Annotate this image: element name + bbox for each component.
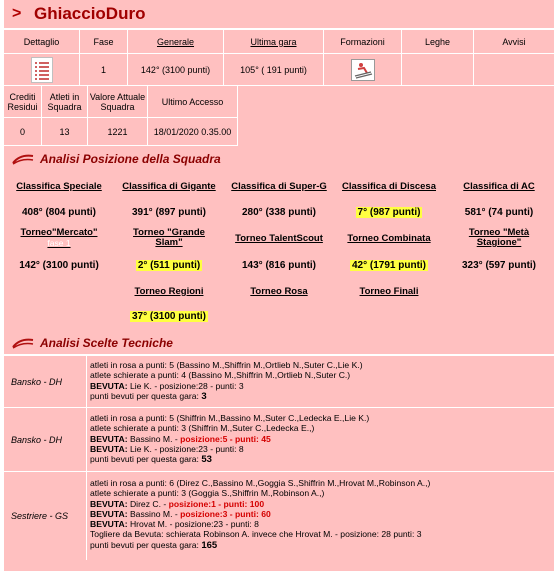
page-frame	[4, 0, 554, 571]
tech-row	[4, 472, 554, 560]
stats-filler	[238, 86, 554, 118]
tech-line	[90, 360, 363, 370]
tech-line-text: atleti in rosa a punti: 6 (Direz C.,Bassino M.,Goggia S.,Shiffrin M.,Hrovat M.,Robinson A.,)	[90, 478, 431, 488]
tech-line-text: Lie K. - posizione:23 - punti: 8	[127, 443, 244, 454]
rank-discesa-value	[334, 200, 444, 224]
rank-talentscout-value	[224, 253, 334, 277]
race-label: Bansko - DH	[11, 435, 63, 445]
link-classifica-gigante[interactable]: Classifica di Gigante	[122, 180, 216, 192]
rank-regioni-value	[114, 304, 224, 328]
section-scelte-tecniche	[4, 332, 554, 354]
rank-mercato-value	[4, 253, 114, 277]
header-ultimo-accesso: Ultimo Accesso	[148, 86, 238, 118]
tech-line	[90, 478, 430, 488]
tech-line	[90, 381, 363, 391]
tech-line	[90, 434, 369, 444]
header-atleti-squadra: Atleti in Squadra	[42, 86, 88, 118]
link-torneo-combinata[interactable]: Torneo Combinata	[347, 232, 431, 244]
header-dettaglio: Dettaglio	[4, 30, 80, 54]
bevuta-label: BEVUTA:	[90, 433, 128, 444]
tech-line-text: atlete schierate a punti: 3 (Shiffrin M.,Suter C.,Ledecka E.,)	[90, 423, 315, 434]
rank-speciale-value	[4, 200, 114, 224]
header-valore-squadra: Valore Attuale Squadra	[88, 86, 148, 118]
bevuta-label: BEVUTA:	[90, 498, 128, 509]
link-torneo-grande-slam[interactable]: Torneo "Grande Slam"	[133, 227, 205, 248]
bevuta-position-points: posizione:5 - punti: 45	[180, 433, 271, 444]
header-avvisi: Avvisi	[474, 30, 554, 54]
header-formazioni: Formazioni	[324, 30, 402, 54]
bevuta-position-points: posizione:1 - punti: 100	[168, 498, 265, 509]
rank-superg-value	[224, 200, 334, 224]
tech-line-text: Direz C. -	[127, 498, 169, 509]
tech-line	[90, 529, 430, 539]
link-classifica-discesa[interactable]: Classifica di Discesa	[342, 180, 436, 192]
rank-value-text: 7° (987 punti)	[357, 206, 421, 218]
avvisi-cell	[474, 54, 554, 86]
valore-value: 1221	[88, 118, 148, 146]
tech-row	[4, 356, 554, 408]
tech-line-text: Togliere da Bevuta: schierata Robinson A. invece che Hrovat M. - posizione: 28 punti: 3	[90, 529, 422, 540]
bevuta-position-points: posizione:3 - punti: 60	[180, 508, 271, 519]
link-torneo-regioni[interactable]: Torneo Regioni	[134, 285, 204, 297]
divider	[86, 472, 87, 560]
bevuta-label: BEVUTA:	[90, 443, 128, 454]
bevuta-label: BEVUTA:	[90, 519, 128, 530]
rank-meta-stagione-value	[444, 253, 554, 277]
rank-grande-slam-value	[114, 253, 224, 277]
section-title: Analisi Posizione della Squadra	[40, 152, 221, 166]
list-document-icon[interactable]	[31, 57, 53, 83]
link-classifica-superg[interactable]: Classifica di Super-G	[231, 180, 327, 192]
accesso-value: 18/01/2020 0.35.00	[148, 118, 238, 146]
link-torneo-mercato[interactable]	[4, 226, 114, 250]
section-posizione	[4, 148, 554, 170]
points-total: 3	[201, 390, 207, 402]
rank-combinata-value	[334, 253, 444, 277]
header-leghe: Leghe	[402, 30, 474, 54]
tech-line	[90, 499, 430, 509]
race-label: Bansko - DH	[11, 377, 63, 387]
tech-line-text: atlete schierate a punti: 3 (Goggia S.,Shiffrin M.,Robinson A.,)	[90, 488, 325, 499]
ski-trail-icon	[12, 153, 34, 165]
tech-row	[4, 408, 554, 472]
rank-value-text: 280° (338 punti)	[241, 206, 317, 218]
tech-line	[90, 454, 369, 465]
tech-line-text: Lie K. - posizione:28 - punti: 3	[127, 380, 244, 391]
skier-formation-icon[interactable]	[351, 59, 375, 81]
rank-value-text: 391° (897 punti)	[131, 206, 207, 218]
crediti-value: 0	[4, 118, 42, 146]
link-torneo-talentscout[interactable]: Torneo TalentScout	[235, 232, 323, 244]
ski-trail-icon	[12, 337, 34, 349]
rank-value-text: 143° (816 punti)	[241, 259, 317, 271]
tech-line	[90, 444, 369, 454]
tech-line-text: atleti in rosa a punti: 5 (Bassino M.,Shiffrin M.,Ortlieb N.,Suter C.,Lie K.)	[90, 360, 363, 370]
tech-line	[90, 423, 369, 433]
points-total: 165	[201, 539, 218, 551]
rank-value-text: 581° (74 punti)	[464, 206, 534, 218]
tech-line-text: punti bevuti per questa gara:	[90, 390, 202, 401]
tech-line	[90, 540, 430, 551]
link-classifica-speciale[interactable]: Classifica Speciale	[16, 180, 102, 192]
atleti-value: 13	[42, 118, 88, 146]
tech-line-text: punti bevuti per questa gara:	[90, 454, 202, 465]
rank-value-text: 2° (511 punti)	[137, 259, 201, 271]
rank-value-text: 37° (3100 punti)	[131, 310, 207, 322]
tech-line	[90, 488, 430, 498]
link-torneo-meta-stagione[interactable]: Torneo "Metà Stagione"	[468, 227, 530, 248]
header-crediti-residui: Crediti Residui	[4, 86, 42, 118]
link-torneo-finali[interactable]: Torneo Finali	[359, 285, 419, 297]
rank-value-text: 408° (804 punti)	[21, 206, 97, 218]
rank-value-text: 142° (3100 punti)	[19, 259, 99, 271]
tech-line-text: Bassino M. -	[127, 433, 181, 444]
tech-line	[90, 391, 363, 402]
torneo-mercato-fase: fase 1	[47, 238, 71, 248]
link-torneo-rosa[interactable]: Torneo Rosa	[250, 285, 308, 297]
rank-value-text: 42° (1791 punti)	[351, 259, 427, 271]
link-ultima-gara[interactable]: Ultima gara	[224, 30, 324, 54]
header-fase: Fase	[80, 30, 128, 54]
divider	[86, 356, 87, 407]
rank-value-text: 323° (597 punti)	[461, 259, 537, 271]
race-label: Sestriere - GS	[11, 511, 69, 521]
rank-gigante-value	[114, 200, 224, 224]
tech-line-text: atleti in rosa a punti: 5 (Shiffrin M.,Bassino M.,Suter C.,Ledecka E.,Lie K.)	[90, 413, 370, 423]
tech-line	[90, 519, 430, 529]
dettaglio-cell	[4, 54, 80, 86]
ultima-gara-value: 105° ( 191 punti)	[224, 54, 324, 86]
tech-line	[90, 509, 430, 519]
link-generale[interactable]: Generale	[128, 30, 224, 54]
link-classifica-ac[interactable]: Classifica di AC	[463, 180, 535, 192]
divider	[86, 408, 87, 471]
torneo-mercato-label: Torneo"Mercato"	[20, 227, 98, 238]
generale-value: 142° (3100 punti)	[128, 54, 224, 86]
tech-lines	[90, 478, 430, 551]
fase-value: 1	[80, 54, 128, 86]
bevuta-label: BEVUTA:	[90, 380, 128, 391]
tech-line-text: atlete schierate a punti: 4 (Bassino M.,Shiffrin M.,Ortlieb N.,Suter C.)	[90, 370, 351, 381]
tech-lines	[90, 413, 369, 465]
tech-line-text: Bassino M. -	[127, 508, 181, 519]
title-bar	[4, 0, 554, 30]
page-title: GhiaccioDuro	[34, 4, 146, 23]
tech-line-text: Hrovat M. - posizione:23 - punti: 8	[127, 519, 259, 530]
tech-line	[90, 413, 369, 423]
tech-line-text: punti bevuti per questa gara:	[90, 539, 202, 550]
section-title: Analisi Scelte Tecniche	[40, 336, 173, 350]
tech-line	[90, 370, 363, 380]
leghe-cell	[402, 54, 474, 86]
tech-lines	[90, 360, 363, 402]
title-arrow: >	[12, 5, 22, 22]
rank-ac-value	[444, 200, 554, 224]
bevuta-label: BEVUTA:	[90, 508, 128, 519]
points-total: 53	[201, 454, 212, 466]
formazioni-cell	[324, 54, 402, 86]
